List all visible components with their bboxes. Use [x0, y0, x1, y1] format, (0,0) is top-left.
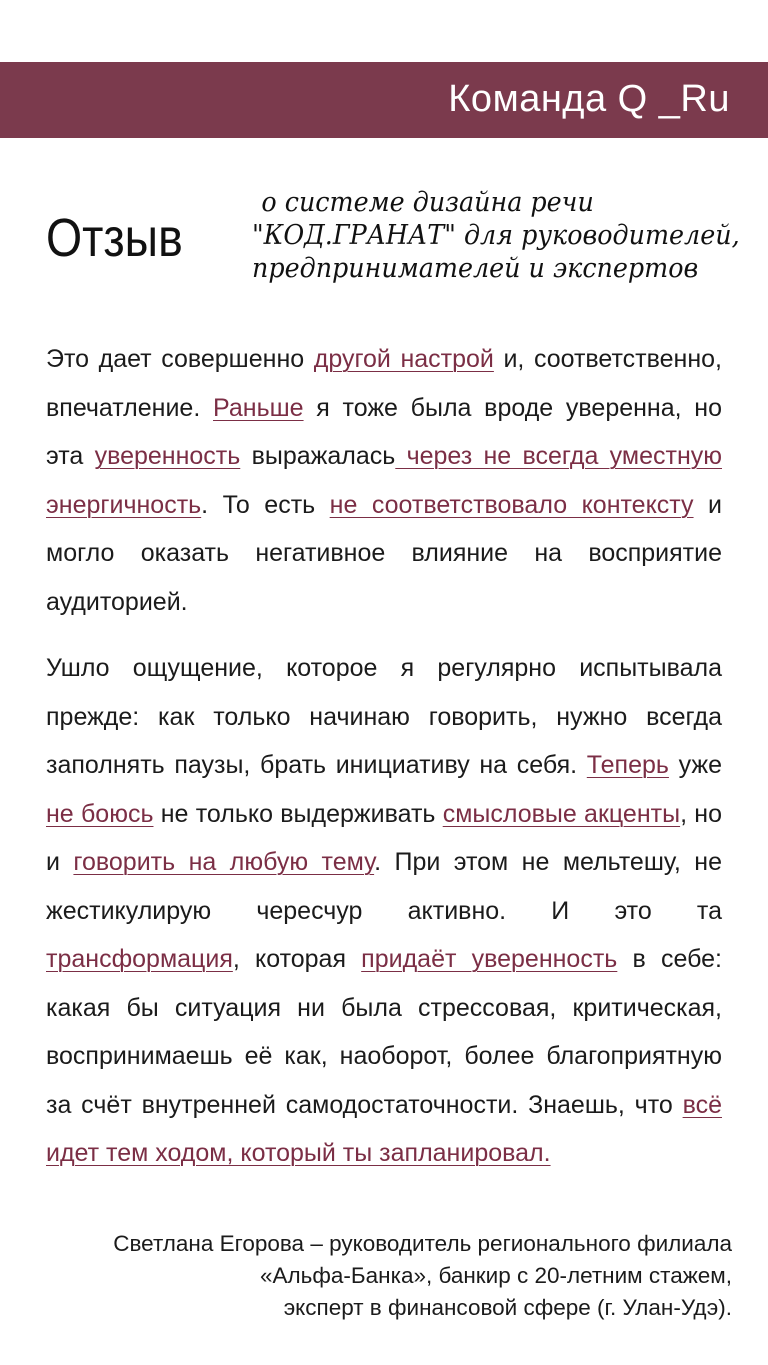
- text: уже: [668, 751, 722, 779]
- highlight: другой настрой: [313, 345, 494, 373]
- highlight: не боюсь: [46, 799, 154, 828]
- subtitle-line: о системе дизайна речи: [261, 187, 594, 218]
- text: и могло оказать негативное влияние на восприятие аудиторией.: [46, 490, 722, 616]
- attribution-line: «Альфа-Банка», банкир с 20-летним стажем,: [260, 1263, 732, 1288]
- highlight: трансформация: [46, 945, 233, 973]
- paragraph: [46, 335, 722, 626]
- text: я тоже была вроде уверенна, но эта: [46, 393, 723, 470]
- highlight: всё идет тем ходом, который ты запланировал.: [46, 1090, 722, 1167]
- subtitle-line: предпринимателей и экспертов: [252, 253, 699, 284]
- page-title: Отзыв: [46, 208, 183, 268]
- highlight: Теперь: [586, 751, 669, 779]
- paragraph: [46, 644, 722, 1178]
- highlight: Раньше: [213, 393, 304, 422]
- text: , которая: [232, 945, 362, 973]
- attribution-line: эксперт в финансовой сфере (г. Улан-Удэ).: [283, 1295, 732, 1320]
- highlight: уверенность: [94, 442, 241, 470]
- text: Ушло ощущение, которое я регулярно испытывала прежде: как только начинаю говорить, нужно всегда заполнять паузы, брать инициативу на себя.: [46, 654, 722, 779]
- subtitle-line: "КОД.ГРАНАТ" для руководителей,: [252, 220, 740, 251]
- text: и, соответственно, впечатление.: [46, 345, 722, 422]
- brand-name: Команда Q _Ru: [448, 78, 730, 120]
- highlight: смысловые акценты: [442, 799, 681, 828]
- text: Это дает совершенно: [46, 345, 314, 373]
- highlight: через не всегда уместную энергичность: [46, 442, 722, 519]
- attribution-line: Светлана Егорова – руководитель регионального филиала: [113, 1231, 732, 1256]
- text: не только выдерживать: [153, 799, 443, 828]
- text: в себе: какая бы ситуация ни была стрессовая, критическая, воспринимаешь её как, наоборот, более благоприятную за счёт внутренней самодостаточности. Знаешь, что: [46, 945, 722, 1119]
- author-attribution: [52, 1228, 732, 1324]
- highlight: не соответствовало контексту: [329, 490, 694, 519]
- text: . При этом не мельтешу, не жестикулирую чересчур активно. И это та: [46, 848, 722, 925]
- text: . То есть: [201, 490, 330, 519]
- subtitle: [252, 186, 740, 285]
- header-banner: [0, 62, 768, 138]
- highlight: придаёт уверенность: [361, 945, 618, 973]
- review-body: [46, 335, 722, 1196]
- text: , но и: [46, 799, 723, 876]
- highlight: говорить на любую тему: [73, 848, 375, 876]
- text: выражалась: [240, 442, 396, 470]
